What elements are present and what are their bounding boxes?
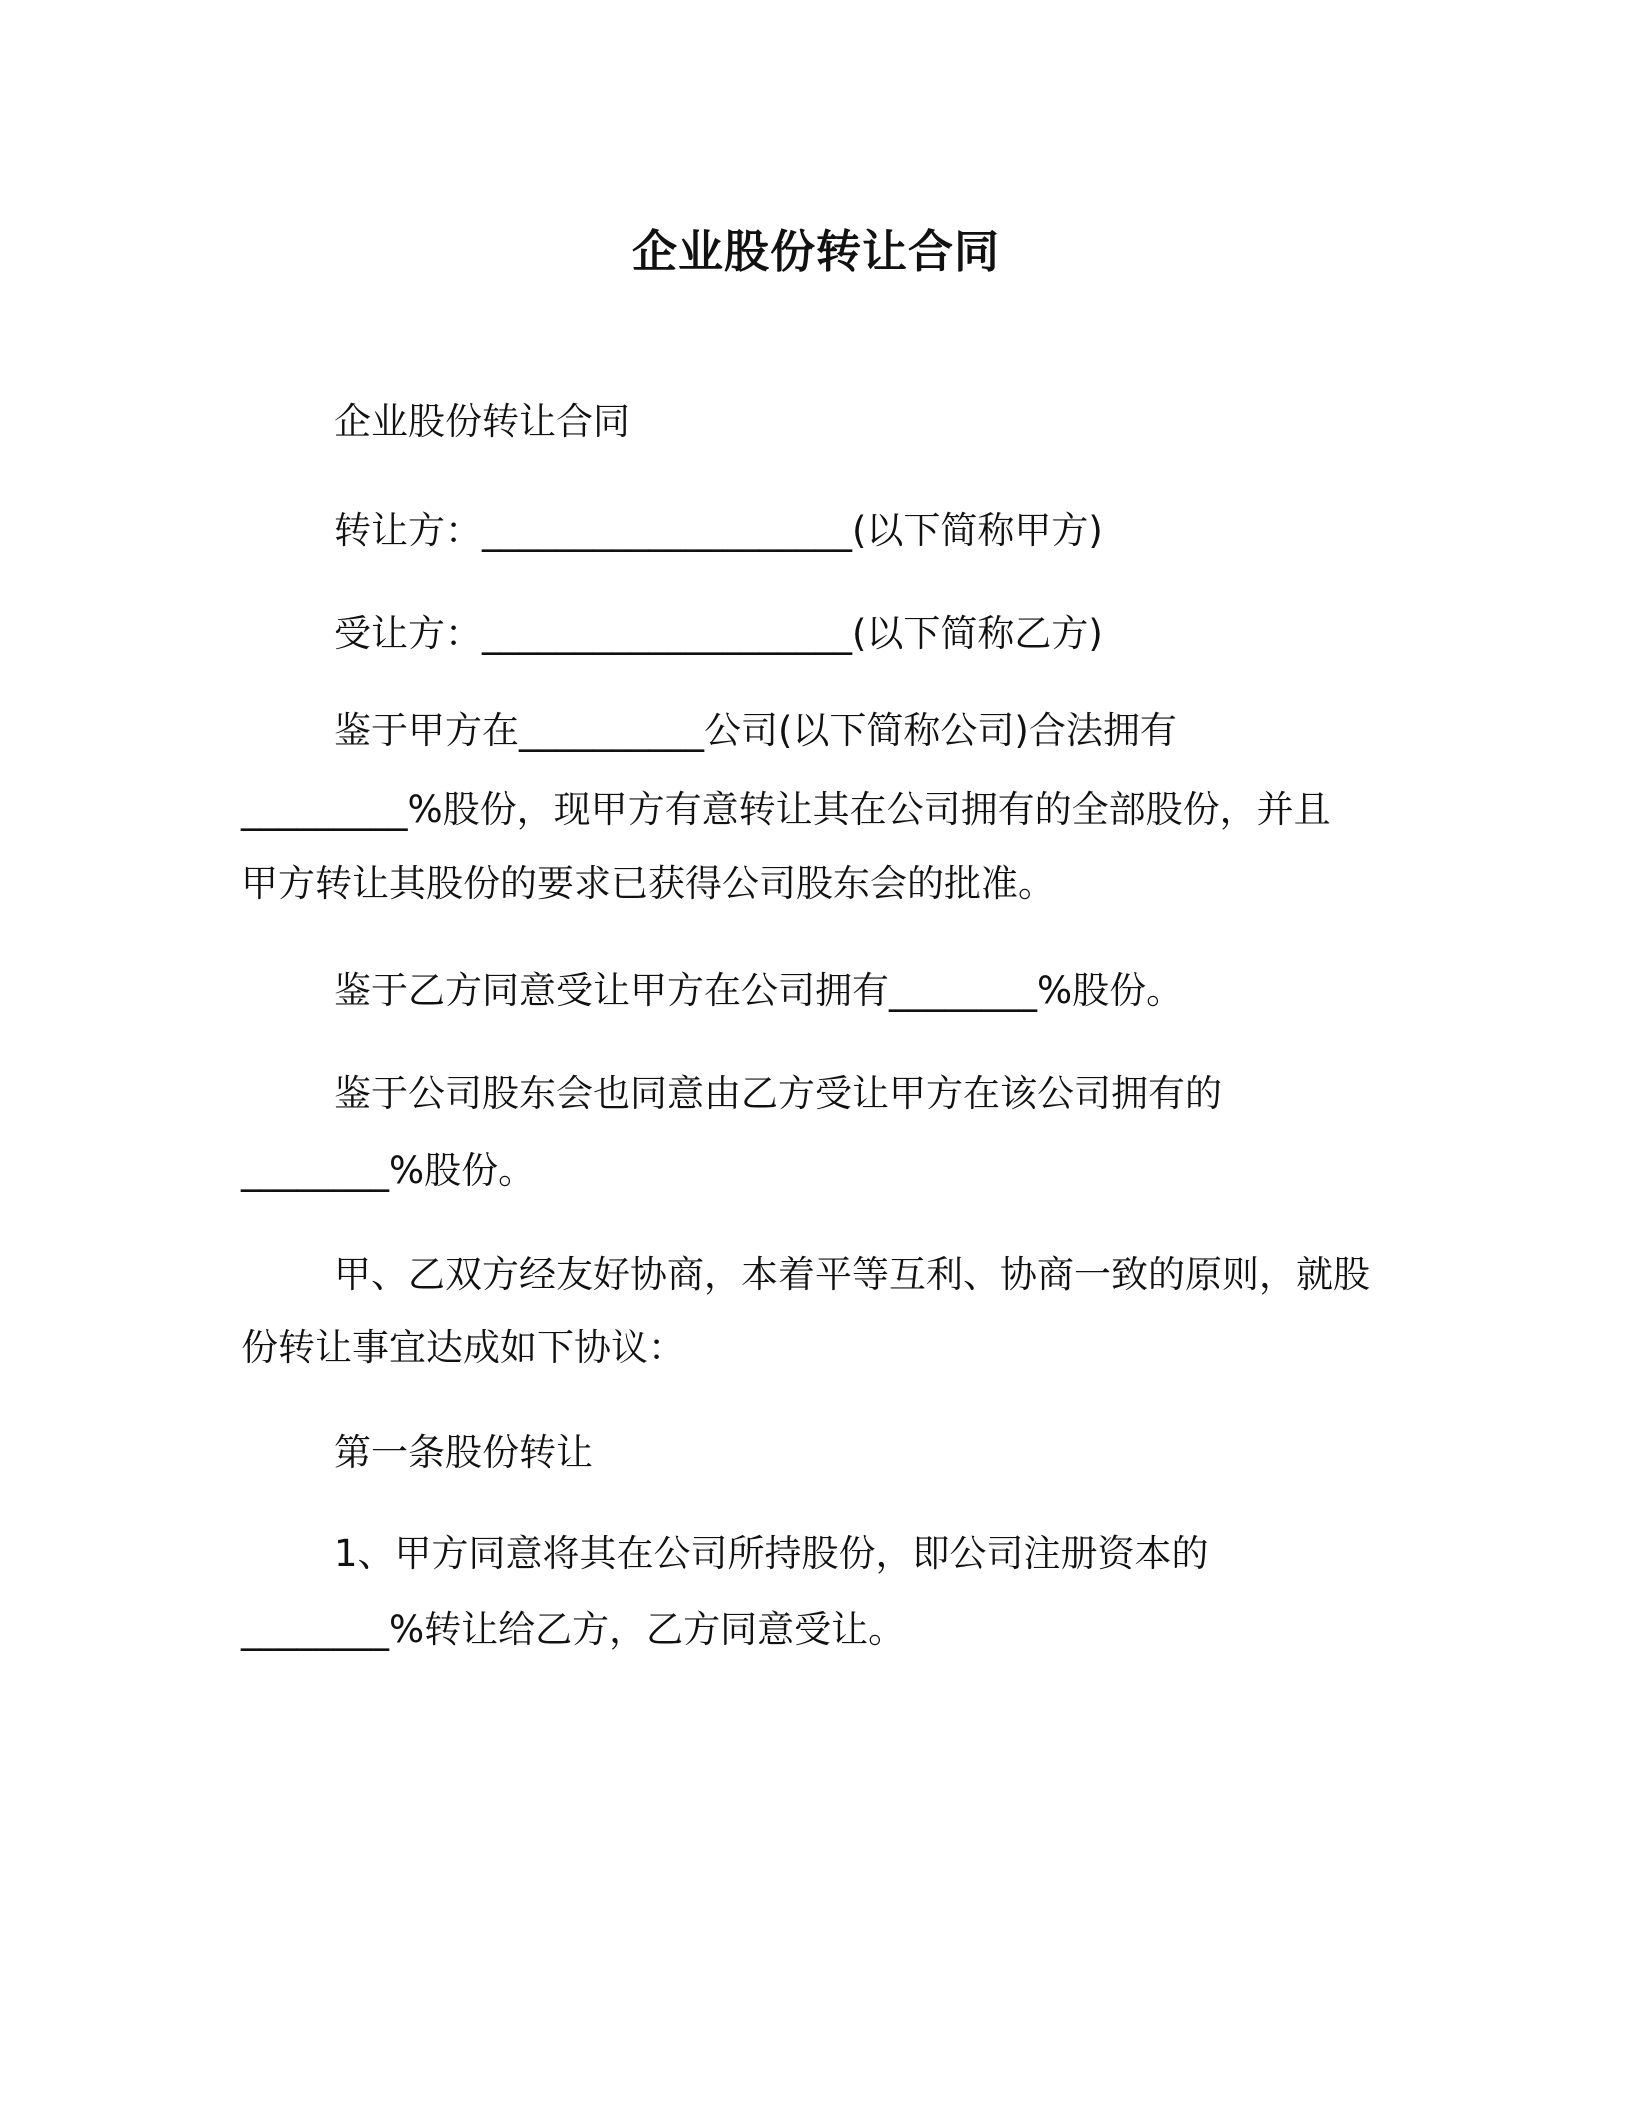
- agreement-intro-line-2: 份转让事宜达成如下协议：: [241, 1326, 685, 1369]
- agreement-intro-line-1: 甲、乙双方经友好协商，本着平等互利、协商一致的原则，就股: [334, 1253, 1370, 1296]
- recital-2-line: 鉴于乙方同意受让甲方在公司拥有________%股份。: [334, 969, 1184, 1012]
- recital-1-line-2: _________%股份，现甲方有意转让其在公司拥有的全部股份，并且: [241, 788, 1331, 831]
- recital-3-line-1: 鉴于公司股东会也同意由乙方受让甲方在该公司拥有的: [334, 1072, 1222, 1115]
- contract-heading: 企业股份转让合同: [334, 400, 630, 443]
- transferor-line: 转让方：____________________(以下简称甲方): [334, 509, 1103, 552]
- article-1-heading: 第一条股份转让: [334, 1431, 593, 1474]
- recital-1-line-1: 鉴于甲方在__________公司(以下简称公司)合法拥有: [334, 709, 1177, 752]
- transferee-line: 受让方：____________________(以下简称乙方): [334, 612, 1103, 655]
- recital-1-line-3: 甲方转让其股份的要求已获得公司股东会的批准。: [241, 862, 1055, 905]
- document-title: 企业股份转让合同: [631, 225, 1000, 278]
- article-1-clause-1-line-1: 1、甲方同意将其在公司所持股份，即公司注册资本的: [334, 1532, 1209, 1575]
- recital-3-line-2: ________%股份。: [241, 1149, 536, 1192]
- article-1-clause-1-line-2: ________%转让给乙方，乙方同意受让。: [241, 1608, 906, 1651]
